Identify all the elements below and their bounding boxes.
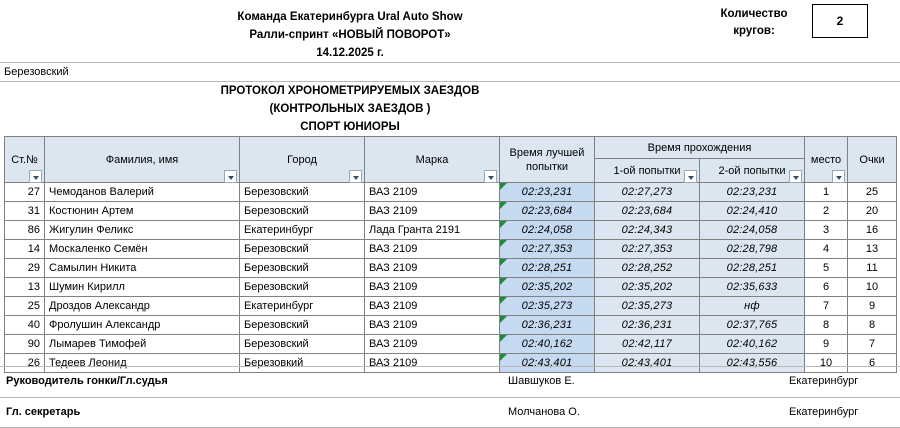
- table-row: [5, 278, 897, 297]
- table-row: [5, 335, 897, 354]
- col-city-label: Город: [287, 153, 317, 166]
- cell-attempt1: 02:27,273: [595, 183, 700, 202]
- signature-block: [0, 366, 900, 428]
- cell-best-time: 02:35,273: [500, 297, 595, 316]
- cell-attempt2: 02:43,556: [700, 354, 805, 373]
- class-title: СПОРТ ЮНИОРЫ: [300, 121, 400, 133]
- col-best-time-label: Время лучшей попытки: [509, 146, 585, 173]
- cell-attempt1: 02:43,401: [595, 354, 700, 373]
- col-start-no-label: Ст.№: [11, 153, 38, 166]
- cell-points: 9: [848, 297, 897, 316]
- cell-best-time: 02:35,202: [500, 278, 595, 297]
- cell-start-no: 26: [5, 354, 45, 373]
- col-points-label: Очки: [859, 153, 885, 166]
- cell-name: Самылин Никита: [45, 259, 240, 278]
- cell-city: Березовкий: [240, 354, 365, 373]
- cell-city: Екатеринбург: [240, 221, 365, 240]
- cell-city: Березовский: [240, 316, 365, 335]
- cell-attempt1: 02:35,202: [595, 278, 700, 297]
- cell-attempt2: нф: [700, 297, 805, 316]
- cell-brand: ВАЗ 2109: [365, 335, 500, 354]
- col-brand-label: Марка: [415, 153, 449, 166]
- cell-attempt2: 02:40,162: [700, 335, 805, 354]
- cell-attempt1: 02:27,353: [595, 240, 700, 259]
- cell-brand: ВАЗ 2109: [365, 297, 500, 316]
- cell-start-no: 31: [5, 202, 45, 221]
- cell-best-time: 02:23,684: [500, 202, 595, 221]
- cell-name: Шумин Кирилл: [45, 278, 240, 297]
- filter-icon[interactable]: [484, 170, 497, 183]
- cell-start-no: 86: [5, 221, 45, 240]
- cell-attempt1: 02:24,343: [595, 221, 700, 240]
- col-name-label: Фамилия, имя: [105, 153, 179, 166]
- cell-brand: ВАЗ 2109: [365, 202, 500, 221]
- document-header: [0, 0, 900, 62]
- city-row: [0, 62, 900, 82]
- table-row: [5, 297, 897, 316]
- cell-place: 1: [805, 183, 848, 202]
- cell-attempt2: 02:37,765: [700, 316, 805, 335]
- cell-best-time: 02:40,162: [500, 335, 595, 354]
- date-line: 14.12.2025 г.: [316, 47, 384, 59]
- filter-icon[interactable]: [29, 170, 42, 183]
- col-brand[interactable]: [365, 137, 500, 183]
- cell-attempt1: 02:28,252: [595, 259, 700, 278]
- laps-value[interactable]: 2: [812, 4, 868, 38]
- filter-icon[interactable]: [224, 170, 237, 183]
- cell-best-time: 02:24,058: [500, 221, 595, 240]
- cell-place: 3: [805, 221, 848, 240]
- cell-best-time: 02:43,401: [500, 354, 595, 373]
- cell-points: 7: [848, 335, 897, 354]
- col-attempt1[interactable]: [595, 159, 700, 183]
- cell-attempt1: 02:42,117: [595, 335, 700, 354]
- director-city: Екатеринбург: [789, 375, 859, 387]
- col-points: [848, 137, 897, 183]
- cell-name: Жигулин Феликс: [45, 221, 240, 240]
- cell-name: Лымарев Тимофей: [45, 335, 240, 354]
- cell-brand: ВАЗ 2109: [365, 354, 500, 373]
- cell-city: Березовский: [240, 240, 365, 259]
- table-row: [5, 240, 897, 259]
- cell-best-time: 02:23,231: [500, 183, 595, 202]
- cell-best-time: 02:27,353: [500, 240, 595, 259]
- cell-best-time: 02:36,231: [500, 316, 595, 335]
- director-person: Шавшуков Е.: [508, 375, 575, 387]
- cell-name: Дроздов Александр: [45, 297, 240, 316]
- protocol-title: ПРОТОКОЛ ХРОНОМЕТРИРУЕМЫХ ЗАЕЗДОВ: [220, 85, 480, 97]
- cell-attempt1: 02:23,684: [595, 202, 700, 221]
- secretary-city: Екатеринбург: [789, 406, 859, 418]
- table-row: [5, 316, 897, 335]
- subtitle-block: [0, 82, 900, 136]
- secretary-role: Гл. секретарь: [6, 406, 81, 418]
- col-pass-time-group: [595, 137, 805, 159]
- col-name[interactable]: [45, 137, 240, 183]
- table-header-row: [5, 137, 897, 159]
- secretary-person: Молчанова О.: [508, 406, 580, 418]
- cell-start-no: 29: [5, 259, 45, 278]
- cell-points: 11: [848, 259, 897, 278]
- cell-start-no: 25: [5, 297, 45, 316]
- col-attempt2-label: 2-ой попытки: [718, 164, 786, 177]
- cell-city: Березовский: [240, 335, 365, 354]
- cell-place: 2: [805, 202, 848, 221]
- cell-points: 6: [848, 354, 897, 373]
- cell-points: 25: [848, 183, 897, 202]
- filter-icon[interactable]: [789, 170, 802, 183]
- cell-brand: Лада Гранта 2191: [365, 221, 500, 240]
- cell-attempt2: 02:24,410: [700, 202, 805, 221]
- col-place-label: место: [810, 153, 842, 166]
- cell-brand: ВАЗ 2109: [365, 278, 500, 297]
- cell-best-time: 02:28,251: [500, 259, 595, 278]
- laps-label: Количество кругов:: [720, 8, 788, 37]
- cell-place: 10: [805, 354, 848, 373]
- title-area: [0, 0, 700, 62]
- cell-name: Москаленко Семён: [45, 240, 240, 259]
- cell-attempt2: 02:23,231: [700, 183, 805, 202]
- filter-icon[interactable]: [349, 170, 362, 183]
- cell-attempt1: 02:36,231: [595, 316, 700, 335]
- cell-place: 4: [805, 240, 848, 259]
- col-pass-time-label: Время прохождения: [647, 141, 752, 154]
- table-row: [5, 183, 897, 202]
- col-best-time: [500, 137, 595, 183]
- col-city[interactable]: [240, 137, 365, 183]
- col-start-no[interactable]: [5, 137, 45, 183]
- cell-attempt2: 02:24,058: [700, 221, 805, 240]
- cell-points: 16: [848, 221, 897, 240]
- cell-brand: ВАЗ 2109: [365, 316, 500, 335]
- cell-name: Фролушин Александр: [45, 316, 240, 335]
- director-role: Руководитель гонки/Гл.судья: [6, 375, 168, 387]
- cell-attempt2: 02:28,798: [700, 240, 805, 259]
- col-place[interactable]: [805, 137, 848, 183]
- cell-place: 6: [805, 278, 848, 297]
- filter-icon[interactable]: [684, 170, 697, 183]
- cell-city: Березовский: [240, 259, 365, 278]
- cell-place: 8: [805, 316, 848, 335]
- cell-points: 8: [848, 316, 897, 335]
- cell-name: Чемоданов Валерий: [45, 183, 240, 202]
- cell-points: 13: [848, 240, 897, 259]
- results-table: [4, 136, 897, 373]
- col-attempt2[interactable]: [700, 159, 805, 183]
- cell-start-no: 13: [5, 278, 45, 297]
- filter-icon[interactable]: [832, 170, 845, 183]
- cell-place: 9: [805, 335, 848, 354]
- cell-attempt1: 02:35,273: [595, 297, 700, 316]
- city-value: Березовский: [4, 66, 69, 78]
- cell-city: Екатеринбург: [240, 297, 365, 316]
- cell-city: Березовский: [240, 183, 365, 202]
- team-line: Команда Екатеринбурга Ural Auto Show: [237, 11, 463, 23]
- signature-row-secretary: [0, 397, 900, 428]
- table-row: [5, 202, 897, 221]
- event-line: Ралли-спринт «НОВЫЙ ПОВОРОТ»: [249, 29, 451, 41]
- cell-city: Березовский: [240, 202, 365, 221]
- cell-start-no: 40: [5, 316, 45, 335]
- cell-brand: ВАЗ 2109: [365, 259, 500, 278]
- cell-attempt2: 02:35,633: [700, 278, 805, 297]
- signature-row-director: [0, 366, 900, 397]
- cell-start-no: 14: [5, 240, 45, 259]
- cell-brand: ВАЗ 2109: [365, 240, 500, 259]
- cell-brand: ВАЗ 2109: [365, 183, 500, 202]
- protocol-subtitle: (КОНТРОЛЬНЫХ ЗАЕЗДОВ ): [269, 103, 431, 115]
- cell-start-no: 90: [5, 335, 45, 354]
- col-attempt1-label: 1-ой попытки: [613, 164, 681, 177]
- cell-city: Березовский: [240, 278, 365, 297]
- cell-attempt2: 02:28,251: [700, 259, 805, 278]
- cell-start-no: 27: [5, 183, 45, 202]
- cell-points: 20: [848, 202, 897, 221]
- cell-name: Костюнин Артем: [45, 202, 240, 221]
- cell-name: Тедеев Леонид: [45, 354, 240, 373]
- cell-place: 7: [805, 297, 848, 316]
- table-row: [5, 221, 897, 240]
- table-row: [5, 259, 897, 278]
- cell-place: 5: [805, 259, 848, 278]
- cell-points: 10: [848, 278, 897, 297]
